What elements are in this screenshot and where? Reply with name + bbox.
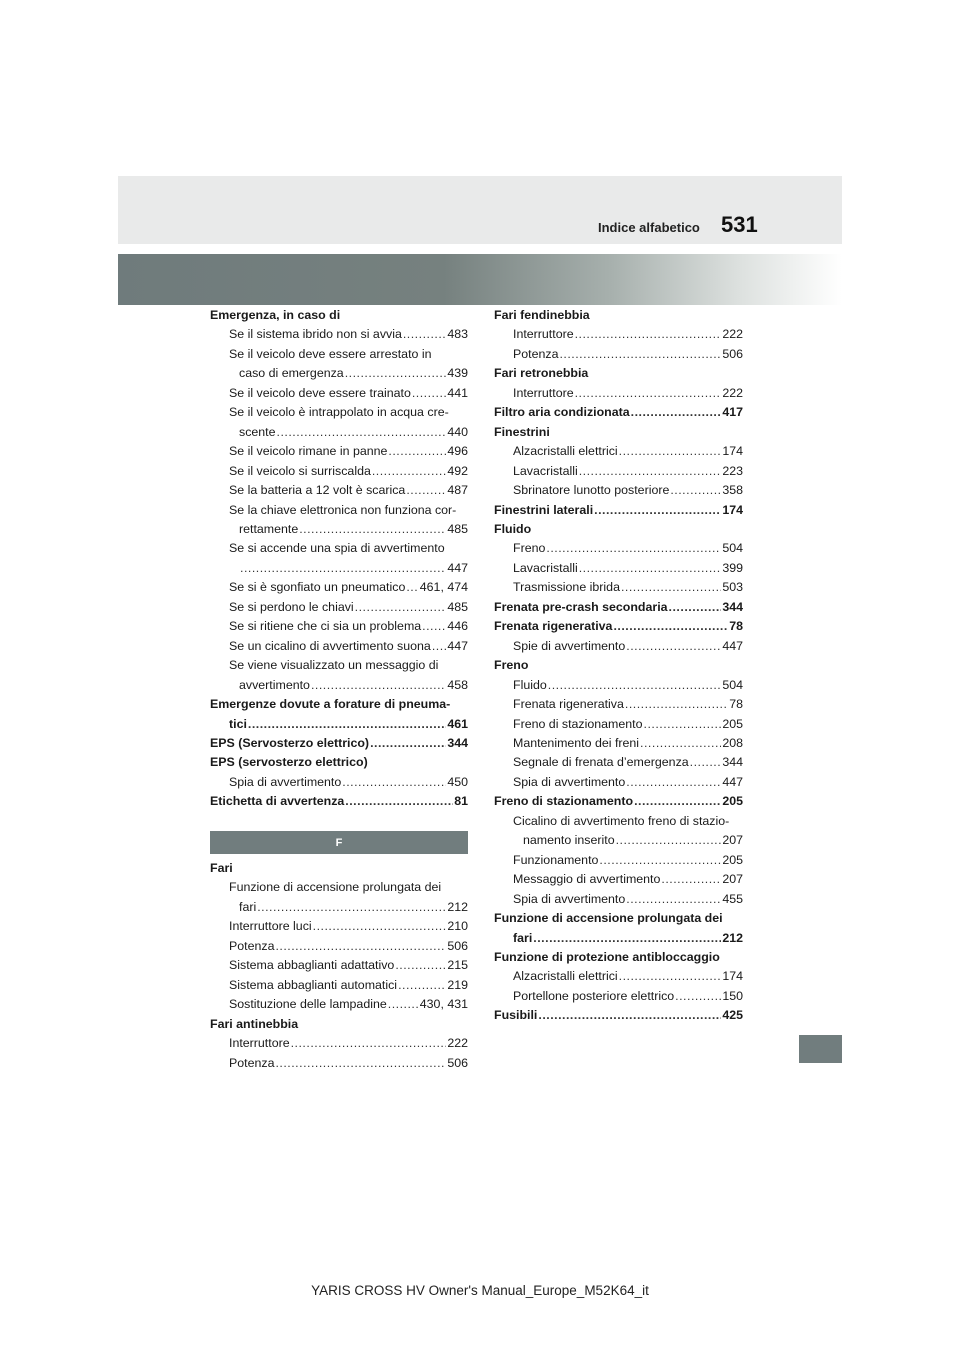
index-entry — [494, 306, 743, 325]
index-entry — [494, 987, 743, 1006]
entry-page: 207 — [722, 872, 743, 887]
entry-text: Se il veicolo deve essere arrestato in — [229, 346, 432, 361]
entry-page: 222 — [447, 1036, 468, 1051]
dot-leader — [619, 967, 722, 986]
index-entry — [210, 364, 468, 383]
entry-page: 485 — [447, 599, 468, 614]
entry-text: Fari — [210, 861, 233, 875]
dot-leader — [372, 462, 446, 481]
index-entry — [494, 637, 743, 656]
entry-page: 447 — [722, 638, 743, 653]
entry-page: 399 — [722, 560, 743, 575]
dot-leader — [644, 715, 722, 734]
index-entry — [494, 364, 743, 383]
entry-text: Filtro aria condizionata — [494, 405, 630, 420]
index-entry — [210, 753, 468, 772]
entry-text: Emergenza, in caso di — [210, 308, 341, 322]
entry-text: Fari antinebbia — [210, 1016, 299, 1031]
entry-text: Se il veicolo rimane in panne — [229, 444, 388, 459]
entry-text: Sistema abbaglianti adattativo — [229, 958, 395, 973]
entry-text: caso di emergenza — [239, 366, 344, 381]
index-entry — [210, 481, 468, 500]
dot-leader — [675, 987, 721, 1006]
dot-leader — [313, 917, 447, 936]
dot-leader — [412, 384, 446, 403]
index-entry — [210, 976, 468, 995]
entry-text: Fluido — [494, 521, 532, 536]
entry-page: 417 — [722, 405, 743, 420]
index-entry — [210, 559, 468, 578]
entry-page: 483 — [447, 327, 468, 342]
entry-page: 441 — [447, 385, 468, 400]
entry-page: 461 — [447, 716, 468, 731]
entry-text: Messaggio di avvertimento — [513, 872, 661, 887]
index-entry — [210, 462, 468, 481]
entry-page: 205 — [722, 716, 743, 731]
entry-text: Etichetta di avvertenza — [210, 794, 345, 809]
index-entry — [494, 909, 743, 928]
index-entry — [494, 831, 743, 850]
index-entry — [494, 578, 743, 597]
entry-text: fari — [239, 899, 257, 914]
index-entry — [494, 890, 743, 909]
entry-text: tici — [229, 716, 247, 731]
entry-text: Se il veicolo si surriscalda — [229, 463, 371, 478]
section-letter: F — [335, 836, 343, 849]
index-entry — [210, 1015, 468, 1034]
entry-text: Se si accende una spia di avvertimento — [229, 541, 445, 556]
entry-text: avvertimento — [239, 677, 310, 692]
entry-page: 81 — [454, 794, 468, 809]
dot-leader — [579, 559, 722, 578]
dot-leader — [619, 442, 722, 461]
entry-text: EPS (servosterzo elettrico) — [210, 755, 368, 770]
entry-page: 461, 474 — [419, 580, 468, 595]
entry-text: Se si perdono le chiavi — [229, 599, 354, 614]
index-column-left-lower — [210, 859, 468, 1073]
index-entry — [210, 1054, 468, 1073]
index-entry — [494, 929, 743, 948]
index-block-e — [210, 306, 468, 812]
index-entry — [494, 520, 743, 539]
entry-text: Fusibili — [494, 1008, 538, 1023]
index-entry — [210, 995, 468, 1014]
index-entry — [210, 734, 468, 753]
entry-text: Finestrini laterali — [494, 502, 594, 517]
index-entry — [210, 617, 468, 636]
dot-leader — [277, 423, 447, 442]
entry-page: 506 — [447, 938, 468, 953]
entry-page: 150 — [722, 988, 743, 1003]
dot-leader — [640, 734, 721, 753]
index-entry — [210, 773, 468, 792]
entry-page: 455 — [722, 891, 743, 906]
dot-leader — [388, 442, 446, 461]
index-entry — [494, 792, 743, 811]
entry-text: Spie di avvertimento — [513, 638, 626, 653]
entry-text: rettamente — [239, 521, 299, 536]
index-entry — [210, 501, 468, 520]
dot-leader — [594, 501, 721, 520]
entry-text: Interruttore — [513, 327, 574, 342]
entry-page: 205 — [722, 794, 743, 809]
entry-page: 215 — [447, 958, 468, 973]
dot-leader — [599, 851, 721, 870]
entry-text: Lavacristalli — [513, 560, 578, 575]
entry-text: Portellone posteriore elettrico — [513, 988, 675, 1003]
entry-text: Se il veicolo è intrappolato in acqua cre- — [229, 405, 449, 420]
entry-page: 450 — [447, 774, 468, 789]
entry-text: Fari fendinebbia — [494, 308, 590, 322]
dot-leader — [661, 870, 721, 889]
dot-leader — [548, 676, 722, 695]
index-block-f — [210, 859, 468, 1073]
index-entry — [210, 917, 468, 936]
entry-page: 496 — [447, 444, 468, 459]
entry-text: Potenza — [229, 938, 275, 953]
index-entry — [494, 870, 743, 889]
index-entry — [210, 715, 468, 734]
index-entry — [494, 948, 743, 967]
entry-page: 504 — [722, 541, 743, 556]
entry-text: Se un cicalino di avvertimento suona — [229, 638, 431, 653]
index-entry — [210, 403, 468, 422]
dot-leader — [406, 481, 446, 500]
entry-page: 485 — [447, 521, 468, 536]
index-entry — [494, 851, 743, 870]
dot-leader — [398, 976, 446, 995]
entry-text: Frenata pre-crash secondaria — [494, 599, 668, 614]
dot-leader — [533, 929, 721, 948]
index-entry — [494, 967, 743, 986]
index-entry — [210, 637, 468, 656]
index-entry — [494, 501, 743, 520]
entry-page: 430, 431 — [419, 997, 468, 1012]
index-entry — [494, 1006, 743, 1025]
entry-text: Finestrini — [494, 424, 550, 439]
entry-page: 492 — [447, 463, 468, 478]
dot-leader — [631, 403, 722, 422]
section-letter-bar — [210, 831, 468, 854]
index-entry — [494, 423, 743, 442]
index-entry — [210, 695, 468, 714]
entry-page: 458 — [447, 677, 468, 692]
entry-page: 207 — [722, 833, 743, 848]
entry-text: Sbrinatore lunotto posteriore — [513, 483, 670, 498]
dot-leader — [342, 773, 446, 792]
index-entry — [494, 812, 743, 831]
entry-text: Spia di avvertimento — [229, 774, 342, 789]
entry-text: Sostituzione delle lampadine — [229, 997, 387, 1012]
index-entry — [494, 403, 743, 422]
entry-page: 440 — [447, 424, 468, 439]
chapter-tab — [799, 1035, 842, 1063]
dot-leader — [345, 792, 453, 811]
entry-text: Trasmissione ibrida — [513, 580, 620, 595]
dot-leader — [345, 364, 447, 383]
dot-leader — [626, 773, 721, 792]
dot-leader — [240, 559, 446, 578]
entry-text: Spia di avvertimento — [513, 891, 626, 906]
entry-text: Potenza — [513, 346, 559, 361]
entry-page: 344 — [722, 599, 743, 614]
entry-text: Se la chiave elettronica non funziona cor- — [229, 502, 457, 517]
index-entry — [210, 656, 468, 675]
dot-leader — [670, 481, 721, 500]
entry-text: Fari retronebbia — [494, 366, 589, 381]
dot-leader — [626, 637, 721, 656]
index-entry — [210, 792, 468, 811]
entry-text: Alzacristalli elettrici — [513, 969, 618, 984]
entry-page: 358 — [722, 483, 743, 498]
entry-page: 439 — [447, 366, 468, 381]
index-entry — [210, 442, 468, 461]
index-entry — [494, 598, 743, 617]
index-entry — [210, 598, 468, 617]
section-title: Indice alfabetico — [598, 220, 700, 235]
entry-text: Freno — [494, 658, 529, 673]
entry-text: Funzione di accensione prolungata dei — [229, 880, 442, 895]
entry-text: Freno di stazionamento — [494, 794, 634, 809]
index-entry — [494, 462, 743, 481]
entry-text: Spia di avvertimento — [513, 774, 626, 789]
index-entry — [210, 937, 468, 956]
index-entry — [494, 345, 743, 364]
dot-leader — [690, 753, 722, 772]
entry-page: 447 — [447, 560, 468, 575]
entry-page: 506 — [722, 346, 743, 361]
entry-page: 78 — [729, 697, 743, 712]
index-entry — [494, 481, 743, 500]
header-band — [118, 254, 842, 305]
dot-leader — [538, 1006, 721, 1025]
entry-text: Interruttore — [513, 385, 574, 400]
dot-leader — [275, 937, 446, 956]
entry-text: Cicalino di avvertimento freno di stazio- — [513, 813, 730, 828]
dot-leader — [406, 578, 418, 597]
entry-text: Funzione di protezione antibloccaggio — [494, 949, 720, 964]
entry-page: 425 — [722, 1008, 743, 1023]
dot-leader — [616, 831, 722, 850]
dot-leader — [546, 539, 721, 558]
index-column-left — [210, 306, 468, 812]
entry-text: EPS (Servosterzo elettrico) — [210, 735, 370, 750]
dot-leader — [621, 578, 721, 597]
index-entry — [210, 325, 468, 344]
entry-page: 506 — [447, 1055, 468, 1070]
index-entry — [210, 306, 468, 325]
entry-text: Funzione di accensione prolungata dei — [494, 911, 723, 926]
entry-page: 223 — [722, 463, 743, 478]
entry-text: Alzacristalli elettrici — [513, 444, 618, 459]
dot-leader — [291, 1034, 447, 1053]
dot-leader — [370, 734, 446, 753]
entry-text: Frenata rigenerativa — [513, 697, 624, 712]
entry-text: Fluido — [513, 677, 547, 692]
entry-page: 174 — [722, 969, 743, 984]
entry-text: Mantenimento dei freni — [513, 735, 640, 750]
footer-text: YARIS CROSS HV Owner's Manual_Europe_M52K64_it — [311, 1283, 649, 1298]
dot-leader — [575, 384, 722, 403]
entry-page: 503 — [722, 580, 743, 595]
index-entry — [494, 773, 743, 792]
index-entry — [494, 325, 743, 344]
dot-leader — [311, 676, 446, 695]
index-entry — [494, 656, 743, 675]
index-entry — [210, 578, 468, 597]
entry-page: 487 — [447, 483, 468, 498]
dot-leader — [634, 792, 721, 811]
entry-text: Frenata rigenerativa — [494, 619, 613, 634]
index-entry — [494, 676, 743, 695]
index-entry — [210, 539, 468, 558]
dot-leader — [388, 995, 419, 1014]
entry-text: Interruttore — [229, 1036, 290, 1051]
entry-text: Interruttore luci — [229, 919, 312, 934]
entry-page: 78 — [729, 619, 743, 634]
index-entry — [210, 878, 468, 897]
entry-text: Freno di stazionamento — [513, 716, 643, 731]
dot-leader — [355, 598, 447, 617]
entry-text: Sistema abbaglianti automatici — [229, 977, 398, 992]
entry-page: 447 — [447, 638, 468, 653]
index-entry — [210, 520, 468, 539]
dot-leader — [403, 325, 446, 344]
entry-page: 446 — [447, 619, 468, 634]
dot-leader — [248, 715, 446, 734]
entry-page: 222 — [722, 385, 743, 400]
dot-leader — [422, 617, 446, 636]
dot-leader — [299, 520, 446, 539]
index-entry — [210, 676, 468, 695]
entry-page: 174 — [722, 502, 743, 517]
index-entry — [494, 384, 743, 403]
entry-text: Funzionamento — [513, 852, 599, 867]
entry-text: namento inserito — [523, 833, 615, 848]
entry-page: 210 — [447, 919, 468, 934]
dot-leader — [257, 898, 446, 917]
entry-page: 212 — [447, 899, 468, 914]
entry-page: 447 — [722, 774, 743, 789]
dot-leader — [613, 617, 728, 636]
dot-leader — [625, 695, 728, 714]
entry-text: Freno — [513, 541, 546, 556]
entry-page: 205 — [722, 852, 743, 867]
dot-leader — [626, 890, 721, 909]
index-entry — [210, 423, 468, 442]
index-entry — [494, 753, 743, 772]
dot-leader — [432, 637, 447, 656]
entry-page: 219 — [447, 977, 468, 992]
entry-page: 504 — [722, 677, 743, 692]
entry-page: 344 — [722, 755, 743, 770]
index-entry — [494, 539, 743, 558]
entry-text: Se si ritiene che ci sia un problema — [229, 619, 422, 634]
index-entry — [494, 734, 743, 753]
index-entry — [494, 442, 743, 461]
index-entry — [210, 956, 468, 975]
dot-leader — [669, 598, 722, 617]
page-number: 531 — [721, 212, 758, 237]
index-entry — [210, 859, 468, 878]
entry-text: Se viene visualizzato un messaggio di — [229, 658, 439, 673]
entry-text: Se il sistema ibrido non si avvia — [229, 327, 402, 342]
index-entry — [494, 695, 743, 714]
dot-leader — [395, 956, 446, 975]
index-entry — [210, 345, 468, 364]
index-entry — [494, 559, 743, 578]
index-entry — [210, 384, 468, 403]
entry-page: 208 — [722, 735, 743, 750]
entry-text: Lavacristalli — [513, 463, 578, 478]
index-entry — [494, 715, 743, 734]
entry-text: scente — [239, 424, 276, 439]
index-block-f-continued — [494, 306, 743, 1026]
entry-page: 212 — [722, 930, 743, 945]
entry-text: Potenza — [229, 1055, 275, 1070]
dot-leader — [559, 345, 721, 364]
dot-leader — [579, 462, 722, 481]
index-entry — [210, 1034, 468, 1053]
entry-text: Segnale di frenata d’emergenza — [513, 755, 689, 770]
index-entry — [494, 617, 743, 636]
dot-leader — [575, 325, 722, 344]
index-column-right — [494, 306, 743, 1026]
entry-text: Emergenze dovute a forature di pneuma- — [210, 697, 451, 712]
entry-text: Se si è sgonfiato un pneumatico — [229, 580, 406, 595]
entry-page: 222 — [722, 327, 743, 342]
entry-page: 344 — [447, 735, 468, 750]
entry-page: 174 — [722, 444, 743, 459]
dot-leader — [275, 1054, 446, 1073]
entry-text: fari — [513, 930, 533, 945]
index-entry — [210, 898, 468, 917]
entry-text: Se la batteria a 12 volt è scarica — [229, 483, 406, 498]
entry-text: Se il veicolo deve essere trainato — [229, 385, 411, 400]
